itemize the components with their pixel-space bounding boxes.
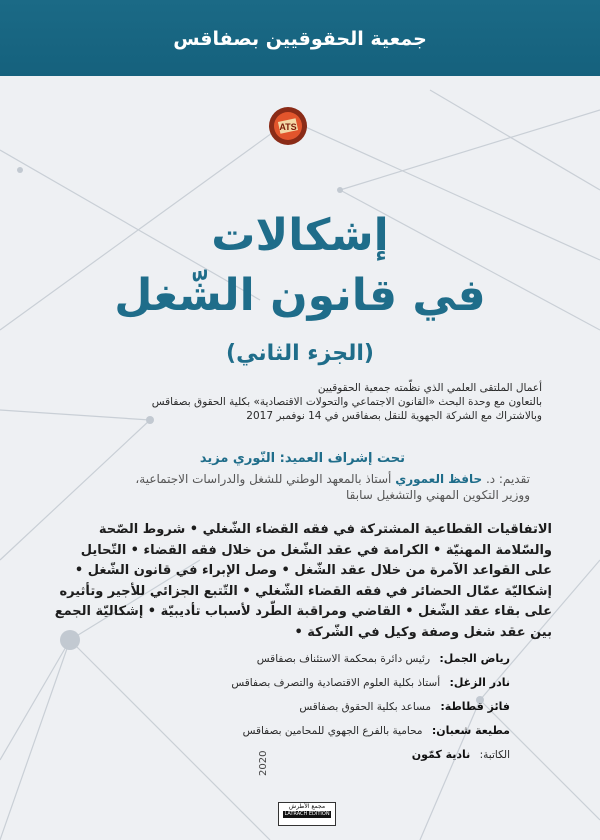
intro-text bbox=[62, 381, 542, 423]
publication-year: 2020 bbox=[258, 750, 269, 776]
contributor-role: أستاذ بكلية العلوم الاقتصادية والتصرف بصفاقس bbox=[231, 677, 441, 689]
contributor-role: رئيس دائرة بمحكمة الاستئناف بصفاقس bbox=[256, 653, 431, 665]
contributor bbox=[90, 671, 510, 695]
contributor-name: رياض الجمل: bbox=[439, 652, 510, 665]
publisher-logo bbox=[278, 802, 336, 826]
intro-line: بالتعاون مع وحدة البحث «القانون الاجتماعي والتحولات الاقتصادية» بكلية الحقوق بصفاقس bbox=[151, 396, 542, 408]
preface-author: حافظ العموري bbox=[395, 472, 483, 486]
contributor bbox=[90, 647, 510, 671]
subtitle: (الجزء الثاني) bbox=[226, 341, 374, 366]
title-line-1: إشكالات bbox=[211, 210, 389, 261]
logo-text: ATS bbox=[279, 122, 297, 132]
top-band bbox=[0, 0, 600, 76]
preface-prefix: تقديم: د. bbox=[485, 472, 530, 486]
contributor-name: فائز قطاطة: bbox=[440, 700, 510, 713]
publisher-subname: LATRACH EDITION bbox=[284, 811, 330, 817]
contributor-role: محامية بالفرع الجهوي للمحامين بصفاقس bbox=[242, 725, 423, 737]
intro-line: أعمال الملتقى العلمي الذي نظّمته جمعية الحقوقيين bbox=[317, 382, 542, 394]
preface-role: أستاذ بالمعهد الوطني للشغل والدراسات الاجتماعية، bbox=[135, 472, 392, 486]
preface-role-2: ووزير التكوين المهني والتشغيل سابقا bbox=[346, 488, 530, 502]
intro-line: وبالاشتراك مع الشركة الجهوية للنقل بصفاقس في 14 نوفمبر 2017 bbox=[246, 410, 542, 422]
topics-list: الاتفاقيات القطاعية المشتركة في فقه القضاء الشّغلي • شروط الصّحة والسّلامة المهنيّة • الكرامة في عقد الشّغل من خلال فقه القضاء • التّحايل على القواعد الآمرة من خلال عقد الشّغل • وصل الإبراء في قانون الشّغل • إشكاليّة عمّال الحضائر في فقه القضاء الشّغلي • التّتبع الجزائي للأجير وتأثيره على بقاء عقد الشّغل • القاضي ومراقبة الطّرد لأسباب تأديبيّة • إشكاليّة الجمع بين عقد شغل وصفة وكيل في الشّركة • bbox=[54, 522, 552, 640]
contributor bbox=[90, 695, 510, 719]
contributor-name: مطيعة شعبان: bbox=[431, 724, 510, 737]
supervision-line: تحت إشراف العميد: النّوري مزيد bbox=[199, 451, 405, 466]
contributors-list bbox=[90, 647, 510, 767]
contributor-role: مساعد بكلية الحقوق بصفاقس bbox=[299, 701, 432, 713]
preface-block bbox=[70, 471, 530, 503]
title-line-2: في قانون الشّغل bbox=[114, 270, 486, 321]
contributor-role: نادية كمّون bbox=[411, 748, 471, 761]
contributor-name: نادر الزغل: bbox=[449, 676, 510, 689]
association-logo bbox=[268, 106, 308, 146]
contributor bbox=[90, 719, 510, 743]
contributor-name: الكاتبة: bbox=[479, 749, 510, 761]
contributor bbox=[90, 743, 510, 767]
association-name: جمعية الحقوقيين بصفاقس bbox=[173, 28, 427, 50]
publisher-name: مجمع الأطرش bbox=[288, 803, 326, 810]
